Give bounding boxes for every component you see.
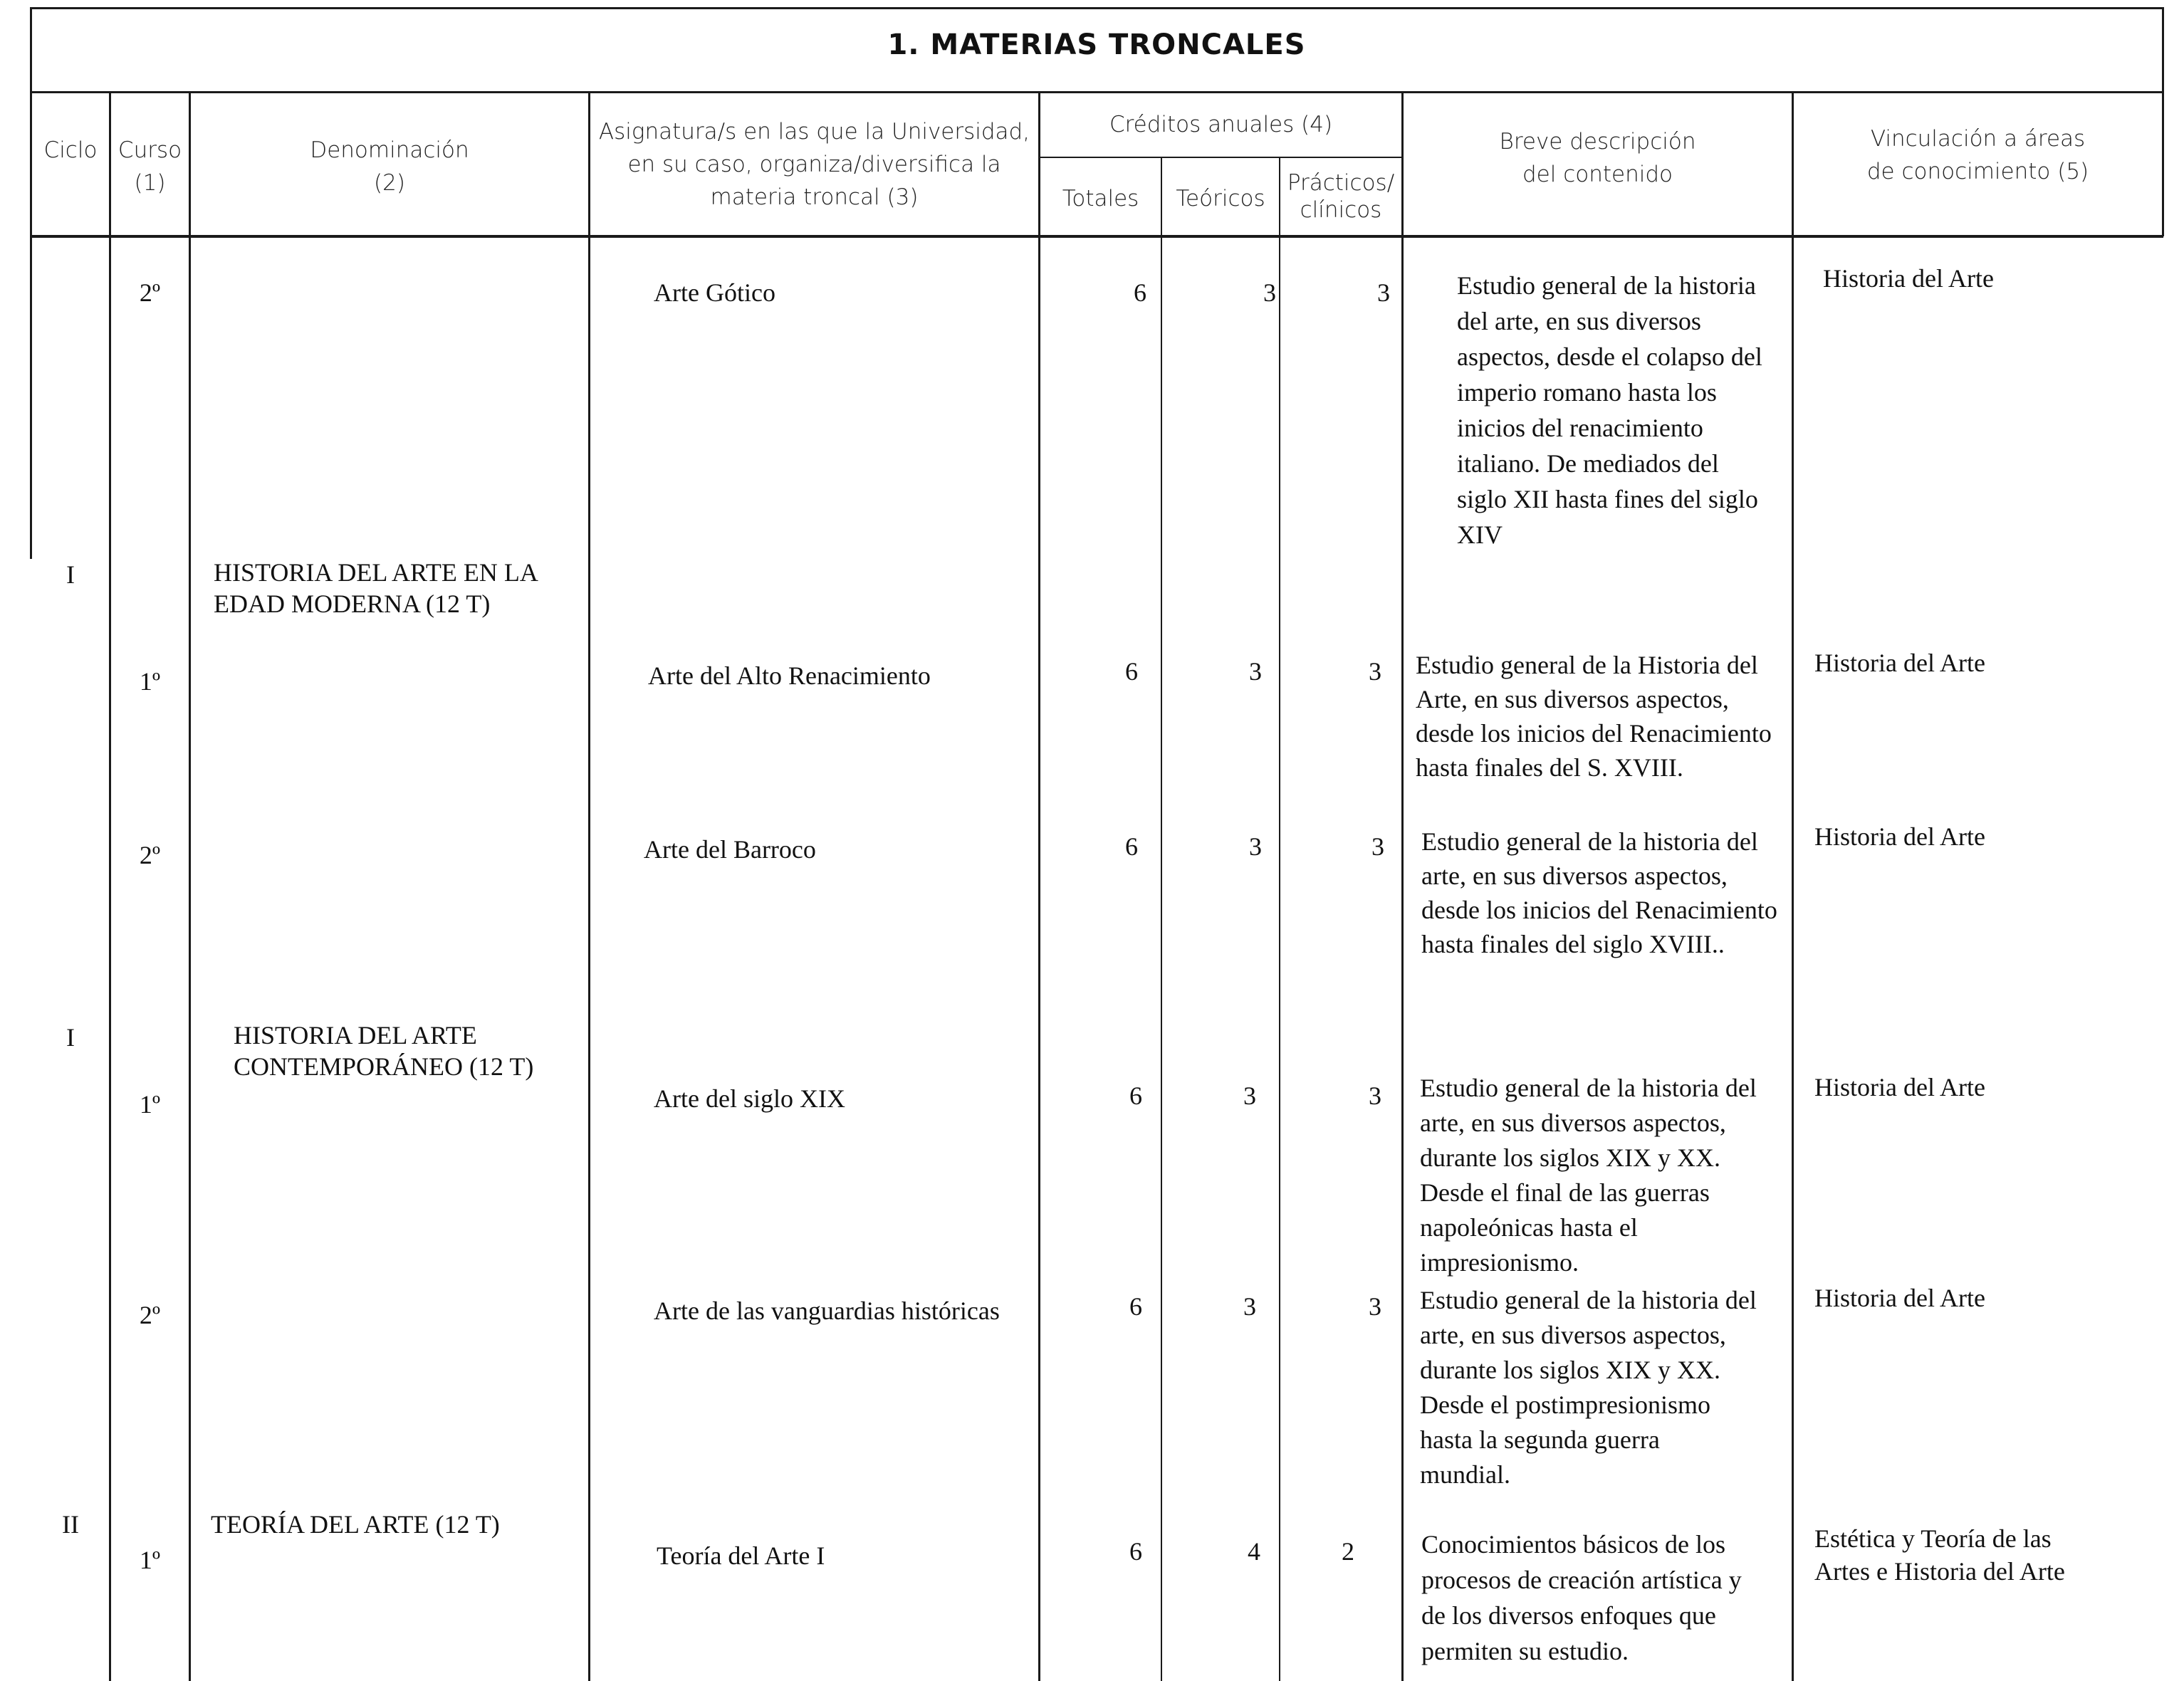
row-teoricos: 4	[1248, 1537, 1260, 1566]
header-curso-note: (1)	[134, 170, 166, 196]
header-areas-line2: de conocimiento (5)	[1866, 159, 2089, 184]
row-area	[1823, 261, 2158, 296]
row-totales: 6	[1129, 1292, 1142, 1321]
row-totales: 6	[1129, 1537, 1142, 1566]
group-ciclo: II	[62, 1510, 79, 1539]
row-teoricos: 3	[1243, 1292, 1256, 1321]
header-totales: Totales	[1062, 186, 1139, 211]
row-area	[1814, 819, 2156, 854]
group-denominacion	[234, 1020, 588, 1082]
row-descripcion-line: arte, en sus diversos aspectos,	[1420, 1321, 1726, 1349]
row-descripcion	[1420, 1071, 1777, 1280]
col-line-left	[30, 7, 32, 559]
row-area-line: Artes e Historia del Arte	[1814, 1557, 2065, 1586]
row-descripcion-line: Estudio general de la historia del	[1421, 827, 1758, 856]
row-descripcion-line: aspectos, desde el colapso del	[1457, 342, 1762, 371]
col-line-descripcion	[1792, 91, 1794, 1681]
row-descripcion-line: durante los siglos XIX y XX.	[1420, 1143, 1720, 1172]
header-practicos-line2: clínicos	[1300, 197, 1382, 223]
header-descripcion-line2: del contenido	[1522, 162, 1673, 187]
row-asignatura: Arte del Barroco	[644, 835, 816, 864]
row-curso: 2º	[139, 1301, 161, 1329]
row-descripcion-line: hasta finales del siglo XVIII..	[1421, 930, 1725, 958]
group-denominacion-line1: TEORÍA DEL ARTE (12 T)	[211, 1510, 500, 1539]
row-descripcion	[1416, 648, 1790, 785]
row-teoricos: 3	[1263, 278, 1276, 307]
row-area-line: Historia del Arte	[1814, 1284, 1985, 1312]
row-asignatura: Arte del Alto Renacimiento	[648, 661, 931, 690]
row-teoricos: 3	[1243, 1082, 1256, 1110]
row-descripcion	[1457, 268, 1790, 553]
row-descripcion	[1421, 1526, 1777, 1669]
header-areas-line1: Vinculación a áreas	[1870, 126, 2086, 152]
row-teoricos: 3	[1249, 657, 1262, 686]
row-asignatura: Arte de las vanguardias históricas	[654, 1297, 1000, 1325]
row-totales: 6	[1129, 1082, 1142, 1110]
header-asignatura-line1: Asignatura/s en las que la Universidad,	[598, 119, 1030, 145]
header-curso	[111, 134, 189, 199]
row-area-line: Historia del Arte	[1823, 264, 1994, 293]
row-area-line: Historia del Arte	[1814, 649, 1985, 677]
row-descripcion-line: hasta la segunda guerra	[1420, 1425, 1660, 1454]
row-area-line: Historia del Arte	[1814, 1073, 1985, 1101]
row-practicos: 3	[1369, 1082, 1381, 1110]
col-line-ciclo	[109, 91, 111, 1681]
row-curso: 2º	[139, 278, 161, 307]
col-line-asignatura	[1038, 91, 1040, 1681]
row-descripcion-line: italiano. De mediados del	[1457, 449, 1719, 478]
row-descripcion-line: mundial.	[1420, 1460, 1510, 1489]
row-descripcion-line: Desde el final de las guerras	[1420, 1178, 1710, 1207]
row-curso: 1º	[139, 1546, 161, 1574]
header-asignatura-line3: materia troncal (3)	[710, 184, 919, 210]
row-asignatura: Teoría del Arte I	[657, 1541, 825, 1570]
row-descripcion-line: permiten su estudio.	[1421, 1637, 1629, 1665]
creditos-subheader-line	[1038, 157, 1401, 158]
row-descripcion-line: siglo XII hasta fines del siglo	[1457, 485, 1758, 513]
row-descripcion-line: Desde el postimpresionismo	[1420, 1391, 1710, 1419]
group-denominacion	[211, 1507, 588, 1542]
group-denominacion-line1: HISTORIA DEL ARTE EN LA	[214, 558, 538, 587]
header-bottom-border	[30, 235, 2163, 238]
row-curso: 1º	[139, 667, 161, 696]
row-area	[1814, 645, 2156, 681]
table-top-border	[30, 7, 2163, 9]
row-practicos: 3	[1369, 1292, 1381, 1321]
row-descripcion-line: arte, en sus diversos aspectos,	[1420, 1109, 1726, 1137]
row-descripcion	[1421, 824, 1790, 961]
section-title: 1. MATERIAS TRONCALES	[887, 28, 1306, 61]
row-descripcion-line: Estudio general de la Historia del	[1416, 651, 1758, 679]
row-descripcion-line: napoleónicas hasta el	[1420, 1213, 1638, 1242]
row-descripcion-line: hasta finales del S. XVIII.	[1416, 753, 1683, 782]
row-totales: 6	[1125, 657, 1138, 686]
row-descripcion-line: Estudio general de la historia	[1457, 271, 1756, 300]
row-curso: 2º	[139, 841, 161, 869]
row-area-line: Estética y Teoría de las	[1814, 1524, 2052, 1553]
header-areas	[1794, 122, 2162, 188]
row-curso: 1º	[139, 1090, 161, 1119]
row-practicos: 3	[1369, 657, 1381, 686]
header-asignatura	[590, 115, 1038, 214]
row-area	[1814, 1280, 2156, 1316]
row-asignatura: Arte Gótico	[654, 278, 775, 307]
group-denominacion-line1: HISTORIA DEL ARTE	[234, 1021, 477, 1049]
row-descripcion-line: Arte, en sus diversos aspectos,	[1416, 685, 1729, 713]
row-descripcion-line: Estudio general de la historia del	[1420, 1074, 1757, 1102]
row-practicos: 3	[1377, 278, 1390, 307]
header-teoricos: Teóricos	[1176, 186, 1265, 211]
header-denominacion-note: (2)	[374, 170, 405, 196]
row-descripcion-line: durante los siglos XIX y XX.	[1420, 1356, 1720, 1384]
row-descripcion-line: arte, en sus diversos aspectos,	[1421, 862, 1728, 890]
row-descripcion	[1420, 1283, 1777, 1492]
title-bottom-border	[30, 91, 2163, 93]
group-ciclo: I	[66, 1023, 75, 1052]
header-denominacion	[191, 134, 588, 199]
header-denominacion-label: Denominación	[310, 137, 469, 163]
row-area	[1814, 1522, 2156, 1588]
group-ciclo: I	[66, 560, 75, 589]
col-line-creditos	[1401, 91, 1404, 1681]
row-descripcion-line: del arte, en sus diversos	[1457, 307, 1701, 335]
col-line-denominacion	[588, 91, 590, 1681]
row-practicos: 3	[1371, 832, 1384, 861]
row-descripcion-line: Conocimientos básicos de los	[1421, 1530, 1725, 1559]
row-descripcion-line: imperio romano hasta los	[1457, 378, 1717, 407]
group-denominacion	[214, 557, 588, 619]
header-descripcion	[1404, 125, 1792, 191]
group-denominacion-line2: CONTEMPORÁNEO (12 T)	[234, 1052, 534, 1081]
header-ciclo: Ciclo	[43, 137, 98, 163]
row-descripcion-line: Estudio general de la historia del	[1420, 1286, 1757, 1314]
row-descripcion-line: inicios del renacimiento	[1457, 414, 1703, 442]
header-asignatura-line2: en su caso, organiza/diversifica la	[627, 152, 1001, 177]
row-descripcion-line: desde los inicios del Renacimiento	[1416, 719, 1772, 748]
row-descripcion-line: impresionismo.	[1420, 1248, 1579, 1277]
row-asignatura: Arte del siglo XIX	[654, 1084, 845, 1113]
row-descripcion-line: de los diversos enfoques que	[1421, 1601, 1716, 1630]
row-descripcion-line: desde los inicios del Renacimiento	[1421, 896, 1777, 924]
row-area-line: Historia del Arte	[1814, 822, 1985, 851]
header-descripcion-line1: Breve descripción	[1499, 129, 1696, 155]
row-descripcion-line: procesos de creación artística y	[1421, 1566, 1742, 1594]
row-practicos: 2	[1342, 1537, 1354, 1566]
row-teoricos: 3	[1249, 832, 1262, 861]
header-practicos	[1280, 169, 1401, 224]
row-area	[1814, 1069, 2156, 1105]
row-totales: 6	[1134, 278, 1146, 307]
row-descripcion-line: XIV	[1457, 520, 1503, 549]
col-line-curso	[189, 91, 191, 1681]
row-totales: 6	[1125, 832, 1138, 861]
header-creditos: Créditos anuales (4)	[1109, 112, 1333, 137]
col-line-teoricos	[1279, 158, 1280, 1681]
header-curso-label: Curso	[117, 137, 182, 163]
col-line-totales	[1161, 158, 1162, 1681]
header-practicos-line1: Prácticos/	[1287, 170, 1395, 196]
group-denominacion-line2: EDAD MODERNA (12 T)	[214, 590, 491, 618]
